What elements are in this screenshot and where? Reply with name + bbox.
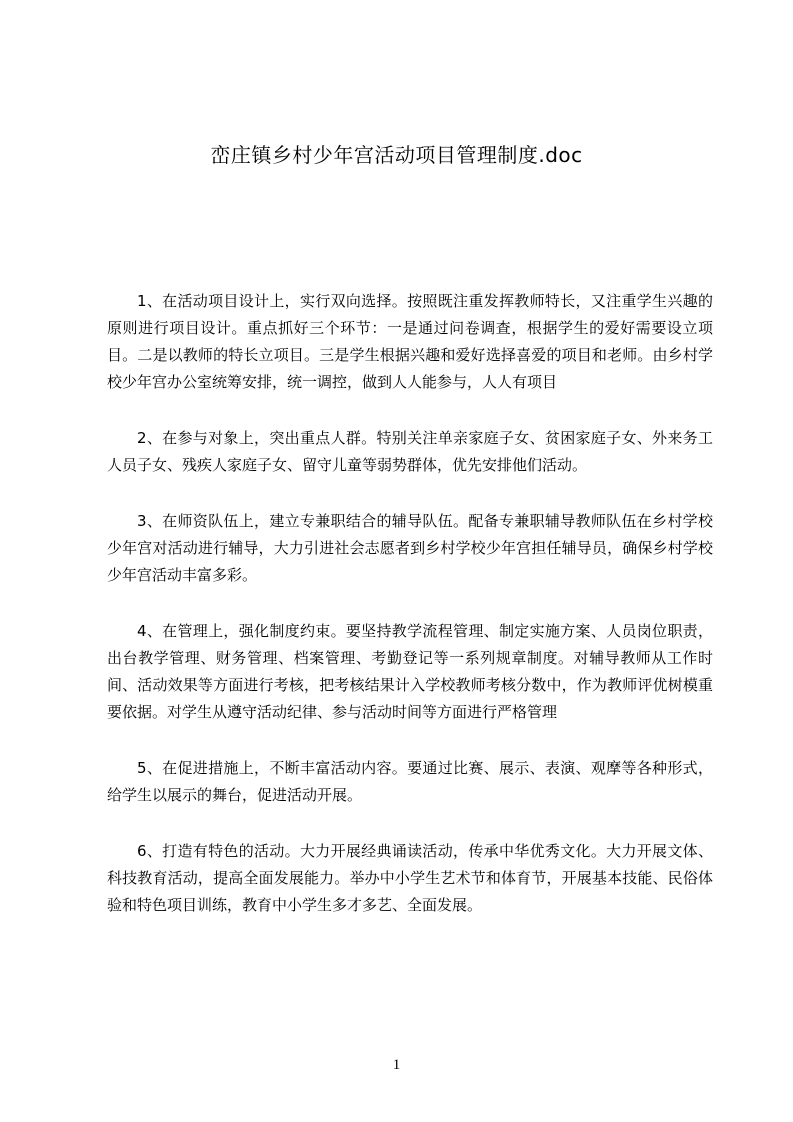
paragraph-3: 3、在师资队伍上，建立专兼职结合的辅导队伍。配备专兼职辅导教师队伍在乡村学校少年宫对活动进行辅导，大力引进社会志愿者到乡村学校少年宫担任辅导员，确保乡村学校少年宫活动丰富多彩。 — [107, 512, 713, 584]
paragraph-1: 1、在活动项目设计上，实行双向选择。按照既注重发挥教师特长，又注重学生兴趣的原则进行项目设计。重点抓好三个环节：一是通过问卷调查，根据学生的爱好需要设立项目。二是以教师的特长立项目。三是学生根据兴趣和爱好选择喜爱的项目和老师。由乡村学校少年宫办公室统筹安排，统一调控，做到人人能参与，人人有项目 — [107, 292, 713, 391]
paragraph-6: 6、打造有特色的活动。大力开展经典诵读活动，传承中华优秀文化。大力开展文体、科技教育活动，提高全面发展能力。举办中小学生艺术节和体育节，开展基本技能、民俗体验和特色项目训练，教育中小学生多才多艺、全面发展。 — [107, 842, 713, 914]
page-number: 1 — [392, 1057, 401, 1073]
document-body — [107, 288, 713, 948]
paragraph-5: 5、在促进措施上，不断丰富活动内容。要通过比赛、展示、表演、观摩等各种形式，给学生以展示的舞台，促进活动开展。 — [107, 759, 713, 804]
document-title: 峦庄镇乡村少年宫活动项目管理制度.doc — [210, 143, 583, 167]
paragraph-4: 4、在管理上，强化制度约束。要坚持教学流程管理、制定实施方案、人员岗位职责，出台教学管理、财务管理、档案管理、考勤登记等一系列规章制度。对辅导教师从工作时间、活动效果等方面进行考核，把考核结果计入学校教师考核分数中，作为教师评优树模重要依据。对学生从遵守活动纪律、参与活动时间等方面进行严格管理 — [107, 622, 713, 721]
paragraph-2: 2、在参与对象上，突出重点人群。特别关注单亲家庭子女、贫困家庭子女、外来务工人员子女、残疾人家庭子女、留守儿童等弱势群体，优先安排他们活动。 — [107, 429, 713, 474]
